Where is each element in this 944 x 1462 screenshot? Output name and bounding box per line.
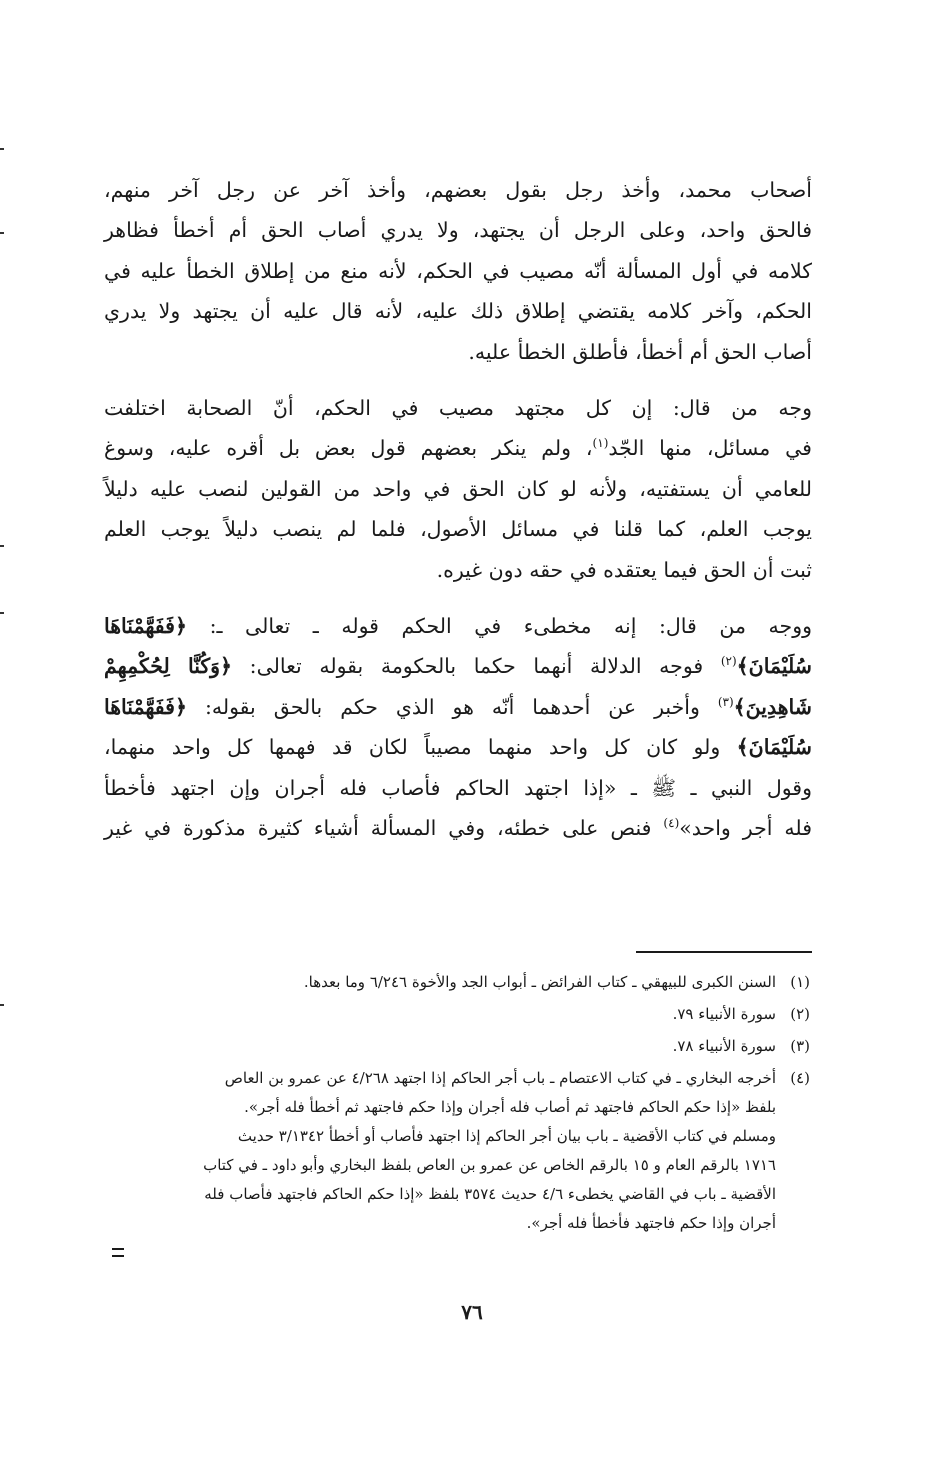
text-line [104, 687, 812, 727]
scan-edge-mark [0, 148, 4, 150]
text-line: يوجب العلم، كما قلنا في مسائل الأصول، فلما لم ينصب دليلاً يوجب العلم [104, 517, 812, 542]
text-segment: ووجه من قال: إنه مخطىء في الحكم قوله ـ تعالى ـ: [209, 614, 812, 639]
quran-quote: شَاهِدِينَ﴾ [733, 694, 812, 719]
text-segment: فنص على خطئه، وفي المسألة أشياء كثيرة مذكورة في غير [104, 816, 664, 841]
text-segment: في مسائل، منها الجّد [608, 436, 812, 461]
footnote-number: (٤) [790, 1069, 810, 1087]
quran-quote: ﴿وَكُنَّا لِحُكْمِهِمْ [104, 654, 233, 679]
footnote-ref: (٢) [720, 654, 737, 669]
text-line: فالحق واحد، وعلى الرجل أن يجتهد، ولا يدري أصاب الحق أم أخطأ فظاهر [104, 218, 812, 243]
footnote-text [110, 1032, 776, 1061]
footnotes [110, 968, 810, 1241]
paragraph [104, 170, 812, 372]
text-line: وقول النبي ـ ﷺ ـ «إذا اجتهد الحاكم فأصاب فله أجران وإن اجتهد فأخطأ [104, 775, 812, 800]
footnote-ref: (٤) [663, 816, 680, 831]
page-number: ٧٦ [461, 1300, 483, 1324]
text-line [104, 646, 812, 686]
footnote-text [110, 1000, 776, 1029]
footnote-ref: (٣) [717, 695, 734, 710]
footnote-text [110, 968, 776, 997]
footnote-number: (١) [790, 973, 810, 991]
paragraph [104, 606, 812, 848]
scan-edge-mark [0, 612, 4, 614]
scan-edge-mark [0, 1004, 4, 1006]
footnote [110, 968, 810, 997]
footnote-line: الأقضية ـ باب في القاضي يخطىء ٤/٦ حديث ٣٥٧٤ بلفظ «إذا حكم الحاكم فاجتهد فأصاب فله [204, 1185, 776, 1203]
text-segment: فوجه الدلالة أنهما حكما بالحكومة بقوله تعالى: [249, 654, 721, 679]
quran-quote: سُلَيْمَانَ﴾ [736, 735, 812, 760]
footnote-number: (٢) [790, 1005, 810, 1023]
text-line [104, 606, 812, 646]
footnote-line: سورة الأنبياء ٧٨. [672, 1037, 776, 1055]
continuation-mark [112, 1248, 124, 1257]
text-line: كلامه في أول المسألة أنّه مصيب في الحكم، لأنه منع من إطلاق الخطأ عليه في [104, 258, 812, 283]
footnote-number: (٣) [790, 1037, 810, 1055]
footnote [110, 1000, 810, 1029]
main-text [104, 170, 812, 865]
footnote-line: ١٧١٦ بالرقم العام و ١٥ بالرقم الخاص عن عمرو بن العاص بلفظ البخاري وأبو داود ـ في كتاب [203, 1156, 776, 1174]
footnote-line: بلفظ «إذا حكم الحاكم فاجتهد ثم أصاب فله أجران وإذا حكم فاجتهد ثم أخطأ فله أجر». [244, 1098, 776, 1116]
footnote-line: السنن الكبرى للبيهقي ـ كتاب الفرائض ـ أبواب الجد والأخوة ٦/٢٤٦ وما بعدها. [303, 973, 776, 991]
text-segment: فله أجر واحد» [679, 816, 812, 841]
footnote-line: ومسلم في كتاب الأقضية ـ باب بيان أجر الحاكم إذا اجتهد فأصاب أو أخطأ ٣/١٣٤٢ حديث [237, 1127, 776, 1145]
text-segment: ، ولم ينكر بعضهم قول بعض بل أقره عليه، وسوغ [104, 436, 593, 461]
quran-quote: ﴿فَفَهَّمْنَاهَا [104, 694, 187, 719]
footnote-line: أخرجه البخاري ـ في كتاب الاعتصام ـ باب أجر الحاكم إذا اجتهد ٤/٢٦٨ عن عمرو بن العاص [224, 1069, 776, 1087]
footnote-separator [636, 951, 812, 953]
footnote-line: أجران وإذا حكم فاجتهد فأخطأ فله أجر». [526, 1214, 776, 1232]
footnote [110, 1032, 810, 1061]
footnote-text [110, 1064, 776, 1238]
quran-quote: سُلَيْمَانَ﴾ [736, 654, 812, 679]
text-line: ثبت أن الحق فيما يعتقده في حقه دون غيره. [436, 557, 812, 582]
paragraph [104, 388, 812, 590]
quran-quote: ﴿فَفَهَّمْنَاهَا [104, 614, 187, 639]
text-line: أصحاب محمد، وأخذ رجل بقول بعضهم، وأخذ آخر عن رجل آخر منهم، [104, 178, 812, 202]
text-line [104, 727, 812, 767]
text-segment: ولو كان كل واحد منهما مصيباً لكان قد فهمها كل واحد منهما، [104, 735, 737, 760]
footnote [110, 1064, 810, 1238]
scan-edge-mark [0, 545, 4, 547]
text-line [104, 808, 812, 848]
text-line: للعامي أن يستفتيه، ولأنه لو كان الحق في واحد من القولين لنصب عليه دليلاً [104, 476, 812, 501]
text-line [104, 428, 812, 468]
text-line: وجه من قال: إن كل مجتهد مصيب في الحكم، أنّ الصحابة اختلفت [104, 396, 812, 421]
text-segment: وأخبر عن أحدهما أنّه هو الذي حكم بالحق بقوله: [204, 694, 718, 719]
scan-edge-mark [0, 232, 4, 234]
text-line: أصاب الحق أم أخطأ، فأطلق الخطأ عليه. [468, 339, 812, 364]
footnote-line: سورة الأنبياء ٧٩. [672, 1005, 776, 1023]
footnote-ref: (١) [592, 436, 609, 451]
text-line: الحكم، وآخر كلامه يقتضي إطلاق ذلك عليه، لأنه قال عليه أن يجتهد ولا يدري [104, 299, 812, 324]
